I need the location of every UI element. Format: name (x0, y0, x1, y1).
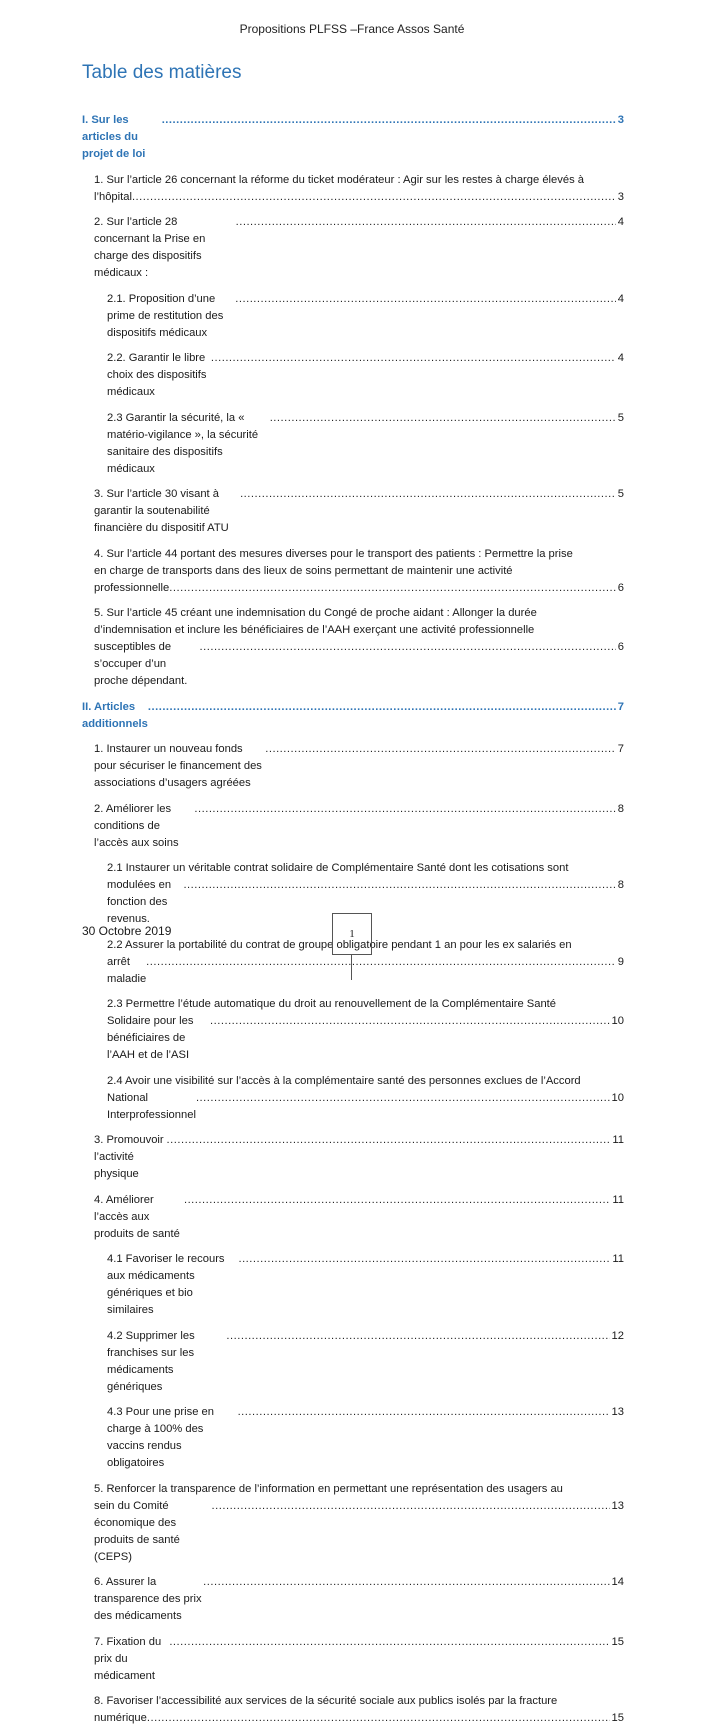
toc-entry[interactable]: 3. Sur l’article 30 visant à garantir la soutenabilité financière du dispositif ATU ..... 5 (82, 486, 624, 537)
page-header: Propositions PLFSS –France Assos Santé (239, 22, 465, 36)
toc-entry[interactable]: 8. Favoriser l’accessibilité aux services de la sécurité sociale aux publics isolés par la fracture numérique ..... 15 (82, 1693, 624, 1727)
toc-title: Table des matières (82, 62, 242, 83)
toc-entry[interactable]: 2. Améliorer les conditions de l’accès aux soins ..... 8 (82, 801, 624, 852)
toc-entry[interactable]: 2.1 Instaurer un véritable contrat solidaire de Complémentaire Santé dont les cotisations sont modulées en fonction des revenus. ..... 8 (82, 860, 624, 928)
toc-entry[interactable]: 2.1. Proposition d’une prime de restitution des dispositifs médicaux ..... 4 (82, 291, 624, 342)
toc-entry[interactable]: 2.3 Garantir la sécurité, la « matério-vigilance », la sécurité sanitaire des dispositifs médicaux ..... 5 (82, 410, 624, 478)
toc-entry[interactable]: 4.3 Pour une prise en charge à 100% des vaccins rendus obligatoires ..... 13 (82, 1404, 624, 1472)
toc-entry[interactable]: 5. Sur l’article 45 créant une indemnisation du Congé de proche aidant : Allonger la durée d’indemnisation et inclure les bénéficiaires de l’AAH exerçant une activité professionnelle susceptibles de s’occuper d’un proche dépendant. ..... 6 (82, 605, 624, 690)
page-number: 1 (332, 913, 372, 955)
footer-date: 30 Octobre 2019 (82, 924, 172, 938)
toc-section[interactable]: II. Articles additionnels ..... 7 (82, 699, 624, 733)
toc-entry[interactable]: 3. Promouvoir l’activité physique ..... 11 (82, 1132, 624, 1183)
toc-entry[interactable]: 4. Améliorer l’accès aux produits de santé ..... 11 (82, 1192, 624, 1243)
toc-entry[interactable]: 2. Sur l’article 28 concernant la Prise en charge des dispositifs médicaux : ..... 4 (82, 214, 624, 282)
toc-entry[interactable]: 4.2 Supprimer les franchises sur les médicaments génériques ..... 12 (82, 1328, 624, 1396)
toc-entry[interactable]: 7. Fixation du prix du médicament ..... 15 (82, 1634, 624, 1685)
page-number-line (351, 954, 352, 980)
toc-entry[interactable]: 6. Assurer la transparence des prix des médicaments ..... 14 (82, 1574, 624, 1625)
toc-entry[interactable]: 2.2 Assurer la portabilité du contrat de groupe obligatoire pendant 1 an pour les ex salariés en arrêt maladie ..... 9 (82, 937, 624, 988)
toc-entry[interactable]: 2.4 Avoir une visibilité sur l’accès à la complémentaire santé des personnes exclues de l’Accord National Interprofessionnel ..... 10 (82, 1073, 624, 1124)
toc-entry[interactable]: 2.3 Permettre l’étude automatique du droit au renouvellement de la Complémentaire Santé Solidaire pour les bénéficiaires de l’AAH et de l’ASI ..... 10 (82, 996, 624, 1064)
toc-section[interactable]: I. Sur les articles du projet de loi ..... 3 (82, 112, 624, 163)
toc-entry[interactable]: 4.1 Favoriser le recours aux médicaments génériques et bio similaires ..... 11 (82, 1251, 624, 1319)
toc-entry[interactable]: 1. Instaurer un nouveau fonds pour sécuriser le financement des associations d’usagers agréées ..... 7 (82, 741, 624, 792)
toc-entry[interactable]: 4. Sur l’article 44 portant des mesures diverses pour le transport des patients : Permettre la prise en charge de transports dans des lieux de soins permettant de maintenir une activité professionnelle ..... 6 (82, 546, 624, 597)
toc-entry[interactable]: 2.2. Garantir le libre choix des dispositifs médicaux ..... 4 (82, 350, 624, 401)
toc-entry[interactable]: 1. Sur l’article 26 concernant la réforme du ticket modérateur : Agir sur les restes à charge élevés à l’hôpital ..... 3 (82, 172, 624, 206)
toc-entry[interactable]: 5. Renforcer la transparence de l’information en permettant une représentation des usagers au sein du Comité économique des produits de santé (CEPS) ..... 13 (82, 1481, 624, 1566)
